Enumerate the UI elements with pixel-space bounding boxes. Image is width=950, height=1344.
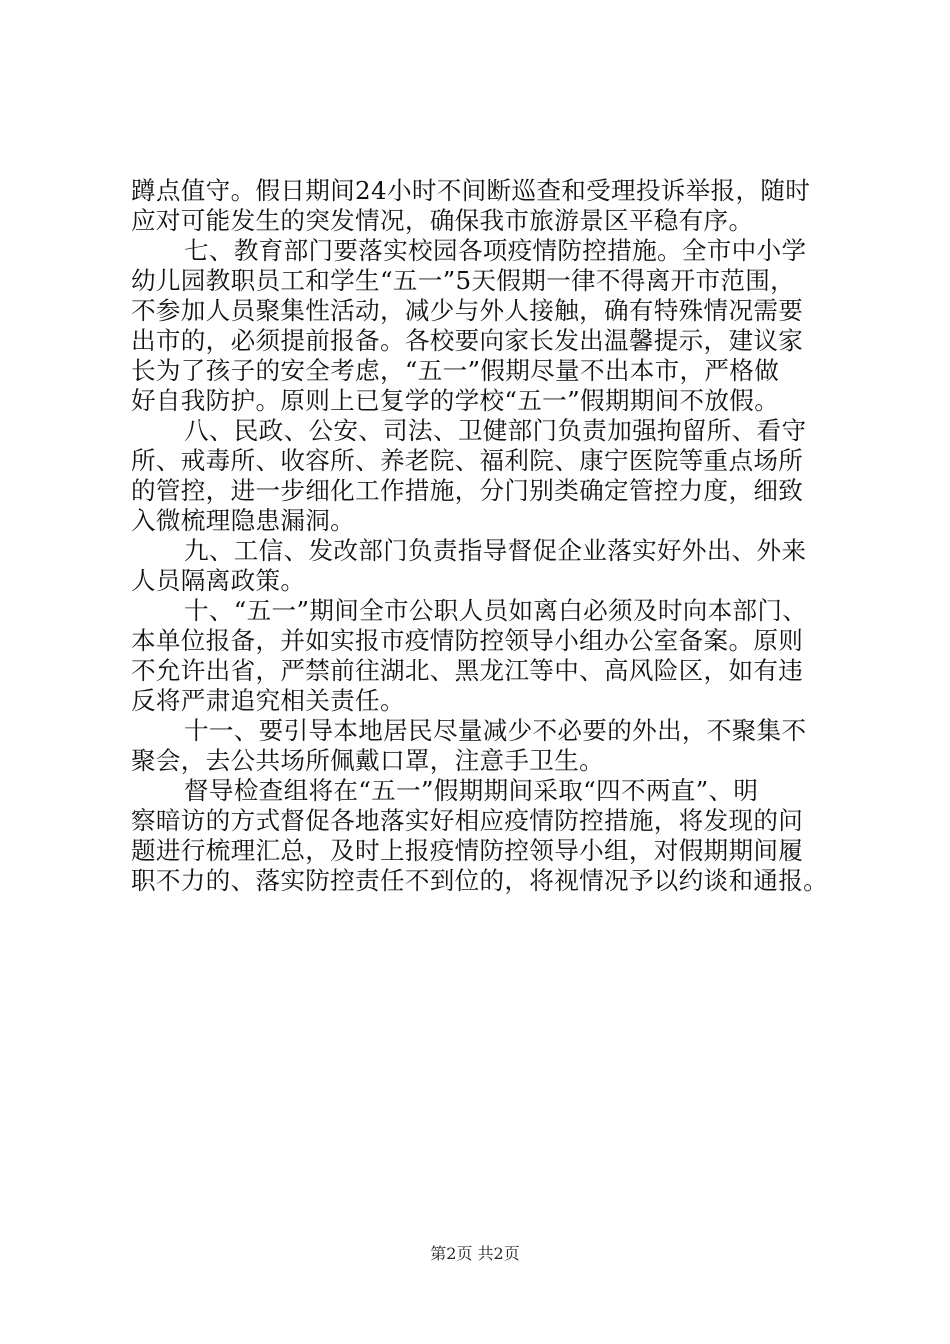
page-number-footer: 第2页 共2页 bbox=[430, 1244, 520, 1263]
text-line: 不参加人员聚集性活动，减少与外人接触，确有特殊情况需要 bbox=[131, 296, 804, 325]
text-line: 的管控，进一步细化工作措施，分门别类确定管控力度，细致 bbox=[131, 476, 804, 505]
text-line: 职不力的、落实防控责任不到位的，将视情况予以约谈和通报。 bbox=[131, 866, 829, 895]
text-line: 长为了孩子的安全考虑，“五一”假期尽量不出本市，严格做 bbox=[131, 356, 780, 385]
paragraph-start-line: 七、教育部门要落实校园各项疫情防控措施。全市中小学 bbox=[184, 236, 807, 265]
text-line: 题进行梳理汇总，及时上报疫情防控领导小组，对假期期间履 bbox=[131, 836, 804, 865]
text-line: 反将严肃追究相关责任。 bbox=[131, 686, 405, 715]
paragraph-start-line: 督导检查组将在“五一”假期期间采取“四不两直”、明 bbox=[184, 776, 759, 805]
text-line: 幼儿园教职员工和学生“五一”5天假期一律不得离开市范围， bbox=[131, 266, 796, 295]
text-line: 出市的，必须提前报备。各校要向家长发出温馨提示，建议家 bbox=[131, 326, 804, 355]
paragraph-start-line: 八、民政、公安、司法、卫健部门负责加强拘留所、看守 bbox=[184, 416, 807, 445]
text-line: 入微梳理隐患漏洞。 bbox=[131, 506, 356, 535]
text-line: 应对可能发生的突发情况，确保我市旅游景区平稳有序。 bbox=[131, 206, 754, 235]
text-line: 察暗访的方式督促各地落实好相应疫情防控措施，将发现的问 bbox=[131, 806, 804, 835]
text-line: 人员隔离政策。 bbox=[131, 566, 306, 595]
text-line: 聚会，去公共场所佩戴口罩，注意手卫生。 bbox=[131, 746, 604, 775]
text-line: 不允许出省，严禁前往湖北、黑龙江等中、高风险区，如有违 bbox=[131, 656, 804, 685]
text-line: 好自我防护。原则上已复学的学校“五一”假期期间不放假。 bbox=[131, 386, 780, 415]
paragraph-start-line: 十一、要引导本地居民尽量减少不必要的外出，不聚集不 bbox=[184, 716, 807, 745]
text-line: 所、戒毒所、收容所、养老院、福利院、康宁医院等重点场所 bbox=[131, 446, 804, 475]
text-line: 本单位报备，并如实报市疫情防控领导小组办公室备案。原则 bbox=[131, 626, 804, 655]
document-body bbox=[131, 176, 831, 896]
paragraph-start-line: 十、“五一”期间全市公职人员如离白必须及时向本部门、 bbox=[184, 596, 808, 625]
paragraph-start-line: 九、工信、发改部门负责指导督促企业落实好外出、外来 bbox=[184, 536, 807, 565]
text-line: 蹲点值守。假日期间24小时不间断巡查和受理投诉举报，随时 bbox=[131, 176, 811, 205]
